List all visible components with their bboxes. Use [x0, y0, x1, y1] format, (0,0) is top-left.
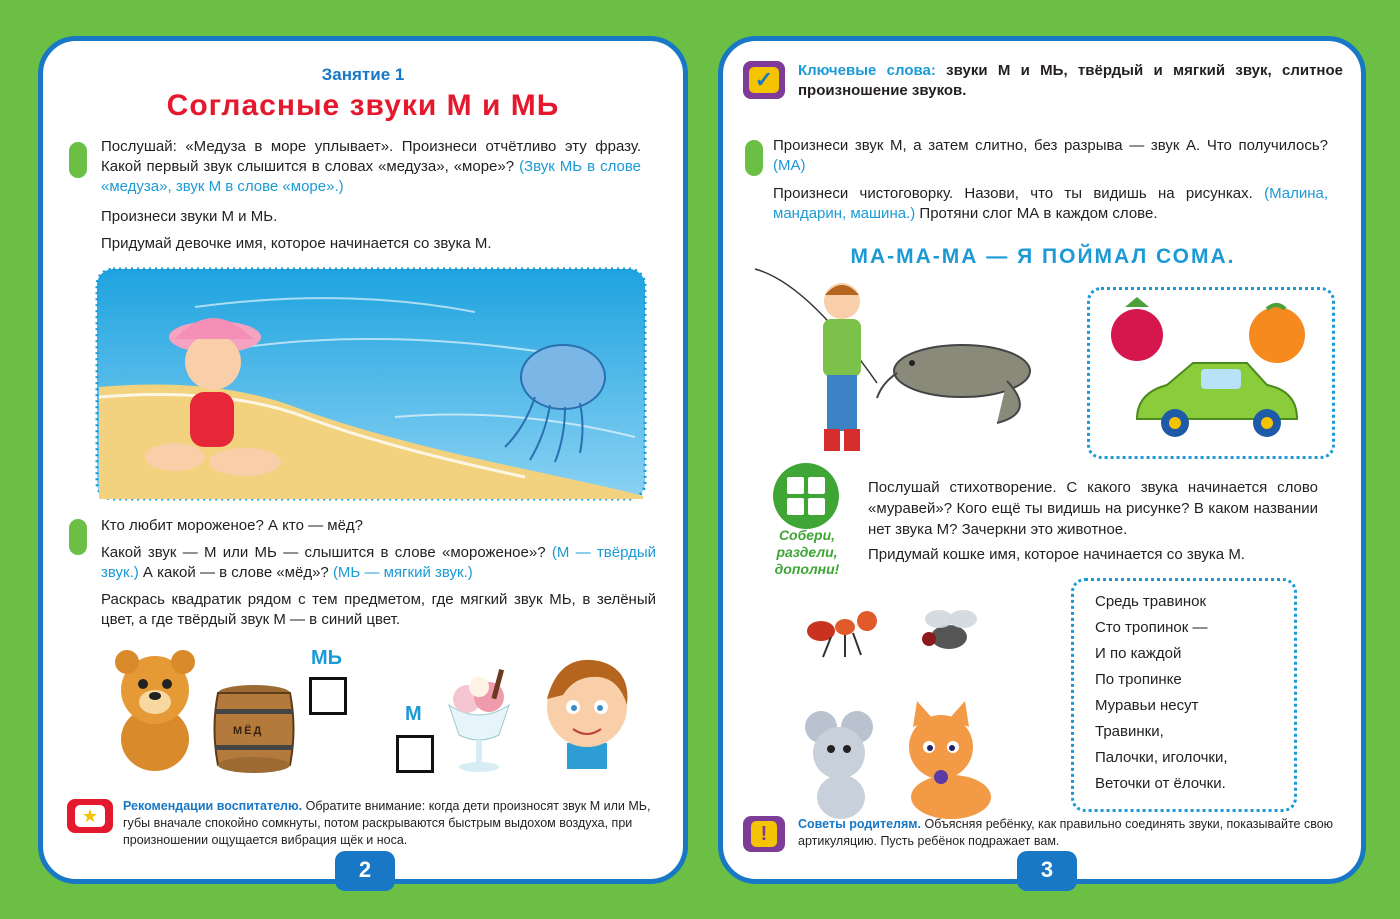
color-square-soft[interactable]: [309, 677, 347, 715]
r-task1-text: Произнеси звук М, а затем слитно, без разрыва — звук А. Что получилось?: [773, 137, 1328, 154]
parents-note-badge: [743, 816, 785, 852]
poem-line: Сто тропинок —: [1095, 619, 1208, 636]
r-task1-block: [773, 136, 1328, 176]
keywords-badge: [743, 61, 785, 99]
animals-illustration: [801, 597, 1001, 827]
task-marker: [745, 140, 763, 176]
parents-note: [798, 816, 1343, 850]
raspberry-tangerine-car: [1097, 293, 1329, 453]
r-task1-answer2: (Малина, мандарин, машина.): [773, 185, 1329, 222]
puzzle-icon: [771, 461, 841, 531]
bear-illustration: [105, 644, 205, 774]
r-task1-line2b: Протяни слог МА в каждом слове.: [919, 205, 1158, 222]
task1-text: Послушай: «Медуза в море уплывает». Произнеси отчётливо эту фразу. Какой первый звук слышится в словах «медуза», «море»?: [101, 138, 641, 175]
exclamation-icon: !: [751, 821, 777, 847]
left-page: [38, 36, 688, 884]
tongue-twister: МА-МА-МА — Я ПОЙМАЛ СОМА.: [850, 245, 1236, 268]
task1-answer: (Звук МЬ в слове «медуза», звук М в слове «море».): [101, 158, 641, 195]
educator-note: [123, 798, 663, 849]
lesson-number: Занятие 1: [321, 65, 405, 84]
task2-line1: Кто любит мороженое? А кто — мёд?: [101, 517, 364, 534]
ant: [807, 611, 877, 657]
boy-fishing-illustration: [747, 263, 1047, 459]
r-task1-line2-text: Произнеси чистоговорку. Назови, что ты видишь на рисунках.: [773, 185, 1253, 202]
task2-question2: А какой — в слове «мёд»?: [142, 564, 329, 581]
r-task2-line2: Придумай кошке имя, которое начинается со звука М.: [868, 546, 1245, 563]
tangerine: [1249, 305, 1305, 363]
note-badge: [67, 799, 113, 833]
raspberry: [1111, 297, 1163, 361]
keywords-label: Ключевые слова:: [798, 62, 936, 79]
beach-jellyfish-illustration: [95, 267, 647, 501]
r-task2-text: Послушай стихотворение. С какого звука начинается слово «муравей»? Кого ещё ты видишь на рисунке? В каком названии нет звука М? Зачеркни это животное.: [868, 479, 1318, 538]
task2-line2: [101, 543, 656, 583]
r-task1-answer: (МА): [773, 157, 806, 174]
right-page: [718, 36, 1366, 884]
checkmark-icon: ✓: [749, 67, 779, 93]
parents-note-label: Советы родителям.: [798, 817, 921, 831]
educator-note-text: Обратите внимание: когда дети произносят звук М или МЬ, губы вначале спокойно сомкнуты, потом раскрываются быстрым выдохом воздуха, при произношении ощущается вибрация щёк и носа.: [123, 799, 651, 847]
page-title: Согласные звуки М и МЬ: [166, 89, 560, 122]
fly: [922, 610, 977, 649]
poem-line: По тропинке: [1095, 671, 1182, 688]
barrel-label: МЁД: [233, 725, 264, 737]
ice-cream-illustration: [439, 665, 519, 775]
keywords-block: [798, 61, 1343, 101]
color-square-hard[interactable]: [396, 735, 434, 773]
poem-line: Травинки,: [1095, 723, 1164, 740]
catfish: [877, 345, 1030, 423]
poem: [1095, 589, 1295, 797]
task-marker: [69, 142, 87, 178]
task1-line2: Произнеси звуки М и МЬ.: [101, 208, 278, 225]
task2-question: Какой звук — М или МЬ — слышится в слове «мороженое»?: [101, 544, 546, 561]
puzzle-caption: Собери, раздели, дополни!: [774, 527, 840, 577]
poem-line: Муравьи несут: [1095, 697, 1199, 714]
keywords-text: звуки М и МЬ, твёрдый и мягкий звук, слитное произношение звуков.: [798, 62, 1344, 99]
task1-block: [101, 137, 641, 197]
poem-line: Палочки, иголочки,: [1095, 749, 1228, 766]
poem-line: Веточки от ёлочки.: [1095, 775, 1226, 792]
page-number: 2: [335, 851, 395, 891]
label-hard-m: М: [405, 703, 422, 725]
parents-note-text: Объясняя ребёнку, как правильно соединять звуки, показывайте свою артикуляцию. Пусть ребёнок подражает вам.: [798, 817, 1334, 848]
star-icon: ★: [75, 805, 105, 827]
boy-face-illustration: [539, 649, 635, 769]
page-number: 3: [1017, 851, 1077, 891]
educator-note-label: Рекомендации воспитателю.: [123, 799, 303, 813]
task2-answer2: (МЬ — мягкий звук.): [332, 564, 473, 581]
task2-answer1: (М — твёрдый звук.): [101, 544, 657, 581]
toy-car: [1137, 363, 1297, 437]
label-soft-mb: МЬ: [311, 647, 343, 669]
task-marker: [69, 519, 87, 555]
poem-line: Средь травинок: [1095, 593, 1207, 610]
r-task1-line2: [773, 184, 1328, 224]
task1-line3: Придумай девочке имя, которое начинается со звука М.: [101, 235, 492, 252]
mouse: [805, 711, 873, 819]
kitten: [909, 701, 991, 819]
task2-line3: Раскрась квадратик рядом с тем предметом, где мягкий звук МЬ, в зелёный цвет, а где твёрдый звук М — в синий цвет.: [101, 591, 656, 628]
poem-line: И по каждой: [1095, 645, 1182, 662]
